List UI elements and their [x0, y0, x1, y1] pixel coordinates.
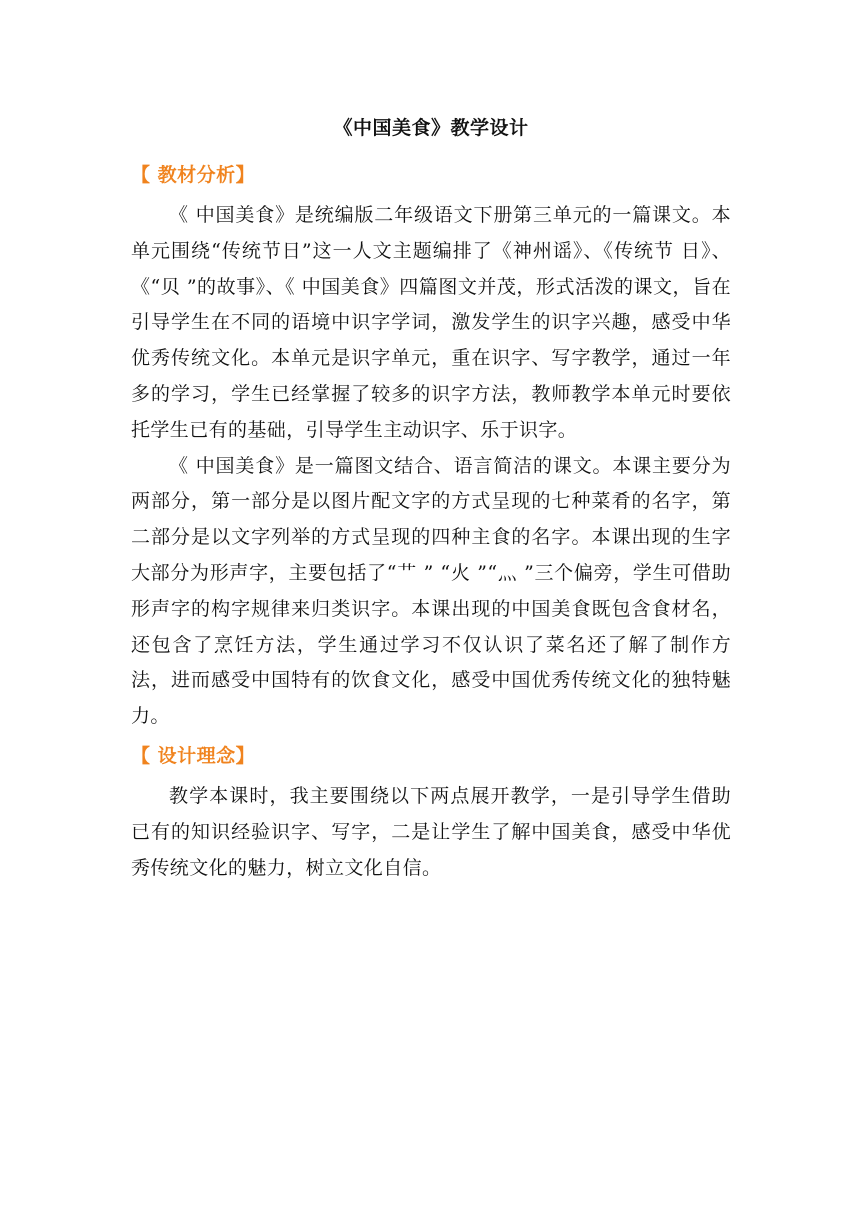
document-title: 《中国美食》教学设计: [333, 117, 529, 139]
section-heading-textbook-analysis: 【 教材分析】: [131, 164, 256, 186]
paragraph: 教学本课时，我主要围绕以下两点展开教学，一是引导学生借助已有的知识经验识字、写字，二是让学生了解中国美食，感受中华优秀传统文化的魅力，树立文化自信。: [131, 784, 731, 879]
document-page: [131, 112, 731, 886]
paragraph: 《 中国美食》是统编版二年级语文下册第三单元的一篇课文。本单元围绕“传统节日”这一人文主题编排了《神州谣》、《传统节 日》、《“贝 ”的故事》、《 中国美食》四篇图文并茂，形式活泼的课文，旨在引导学生在不同的语境中识字学词，激发学生的识字兴趣，感受中华优秀传统文化。本单元是识字单元，重在识字、写字教学，通过一年多的学习，学生已经掌握了较多的识字方法，教师教学本单元时要依托学生已有的基础，引导学生主动识字、乐于识字。: [131, 204, 731, 441]
paragraph: 《 中国美食》是一篇图文结合、语言简洁的课文。本课主要分为两部分，第一部分是以图片配文字的方式呈现的七种菜肴的名字，第二部分是以文字列举的方式呈现的四种主食的名字。本课出现的生字大部分为形声字，主要包括了“艹 ” “火 ”“灬 ”三个偏旁，学生可借助形声字的构字规律来归类识字。本课出现的中国美食既包含食材名，还包含了烹饪方法，学生通过学习不仅认识了菜名还了解了制作方法，进而感受中国特有的饮食文化，感受中国优秀传统文化的独特魅力。: [131, 454, 731, 728]
section-design-concept: [131, 739, 731, 886]
section-textbook-analysis: [131, 158, 731, 735]
section-heading-design-concept: 【 设计理念】: [131, 744, 256, 767]
